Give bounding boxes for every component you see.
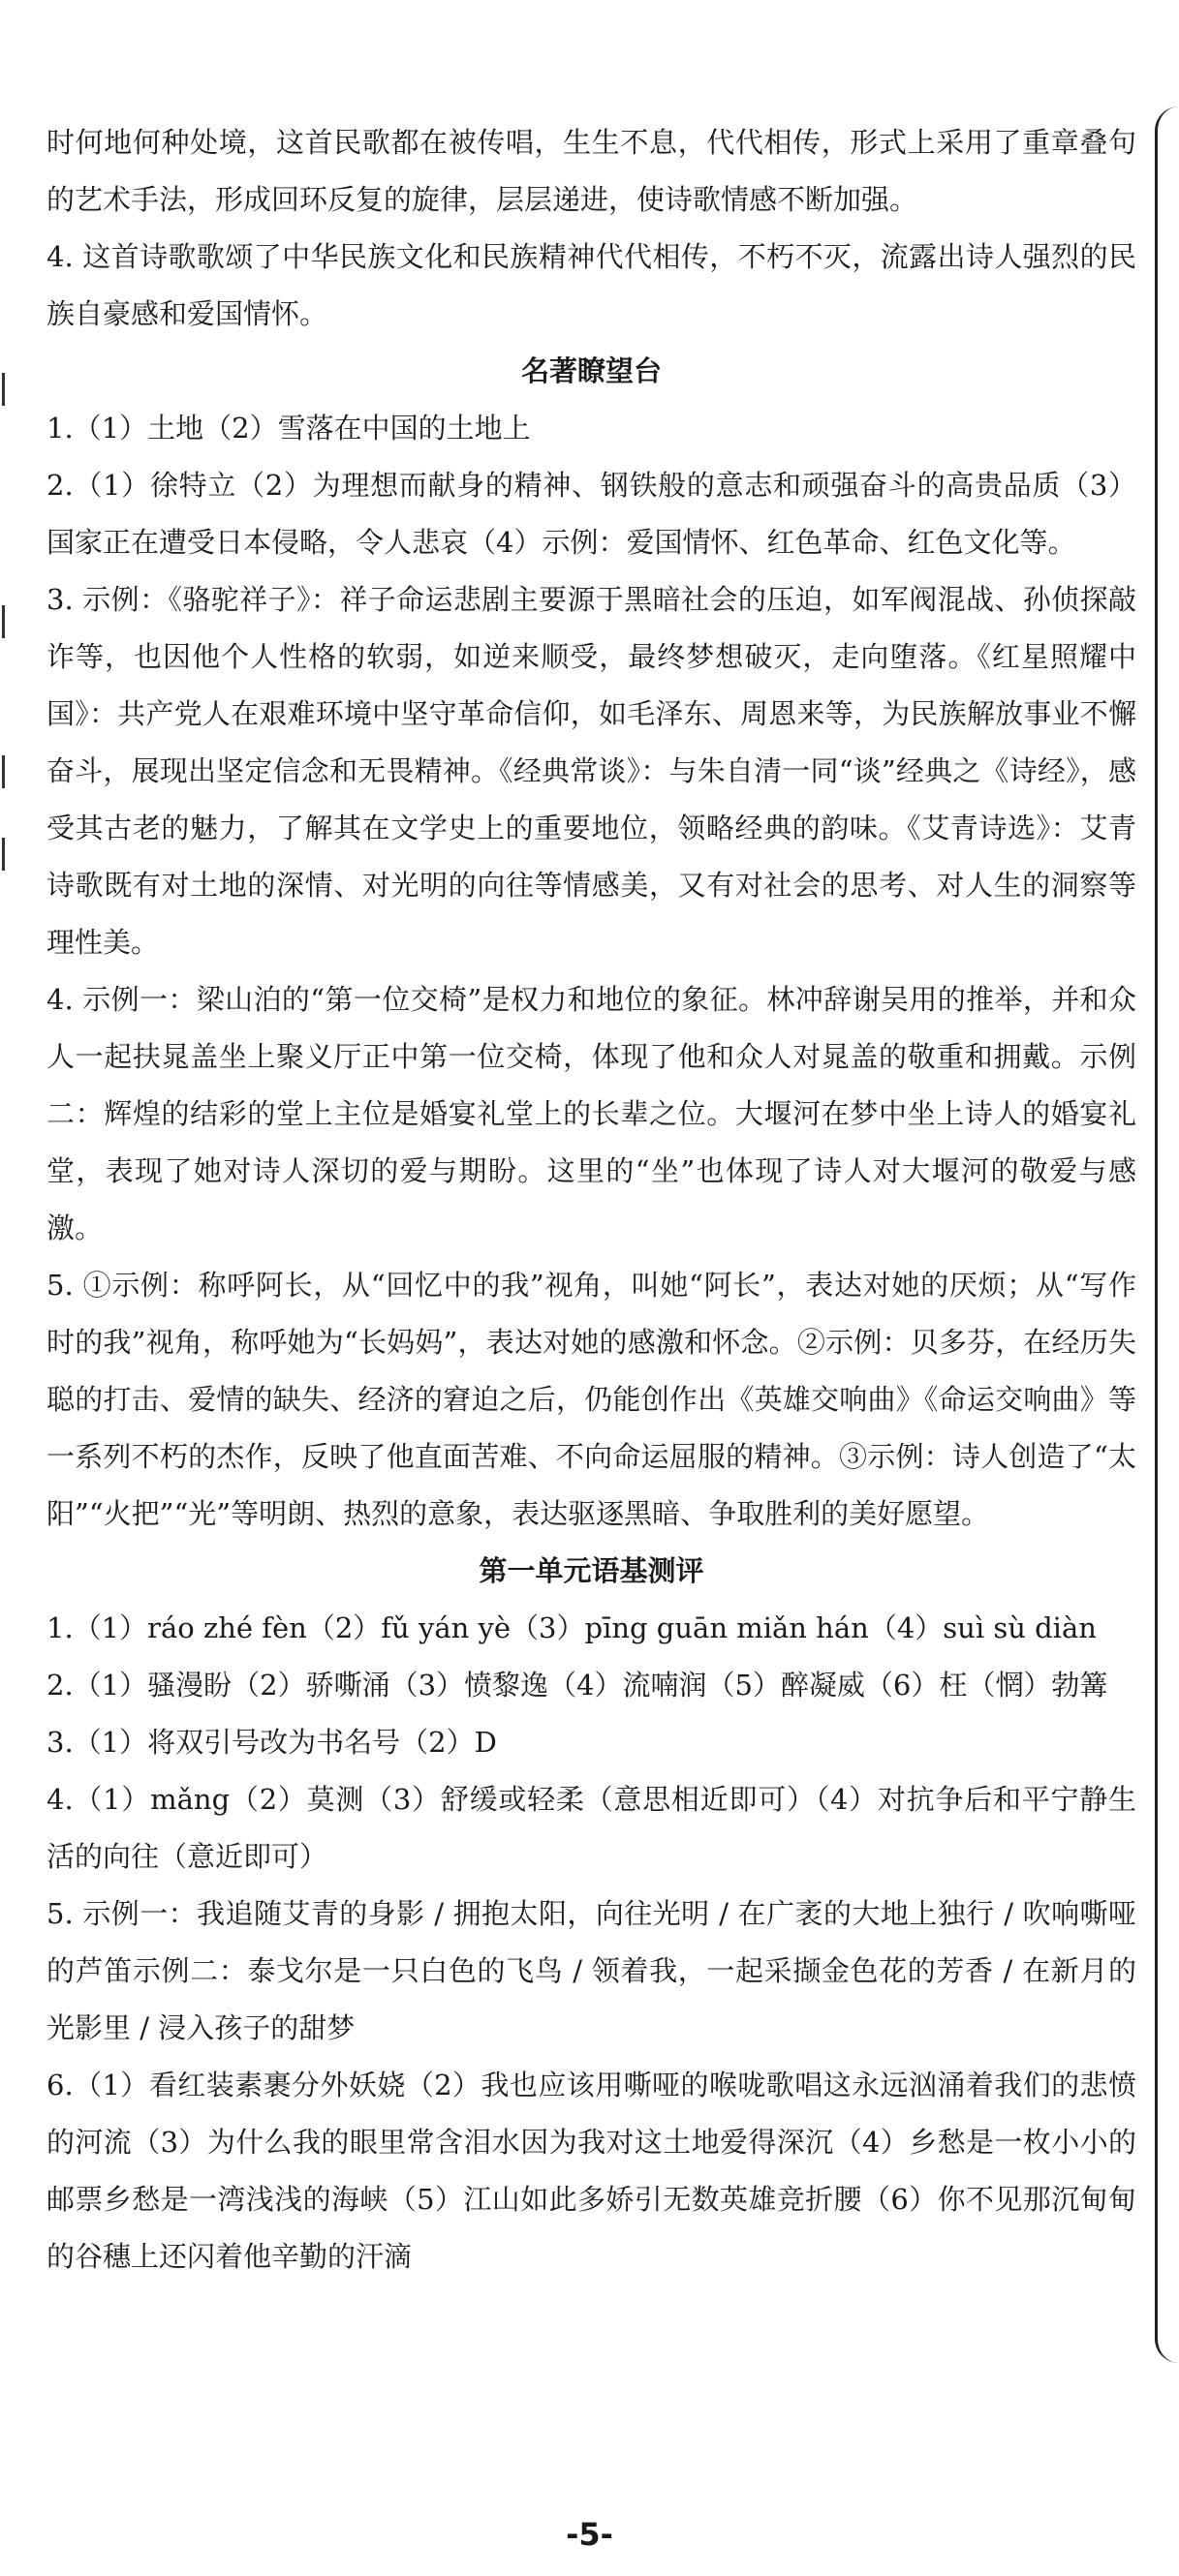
paragraph: 时何地何种处境，这首民歌都在被传唱，生生不息，代代相传，形式上采用了重章叠句的艺术手法，形成回环反复的旋律，层层递进，使诗歌情感不断加强。 [47,126,1136,216]
answer-item: 4.（1）mǎng（2）莫测（3）舒缓或轻柔（意思相近即可）（4）对抗争后和平宁静生活的向往（意近即可） [47,1783,1136,1873]
margin-mark [2,605,5,638]
section-title: 第一单元语基测评 [479,1554,704,1587]
margin-mark [2,755,5,788]
answer-item: 1.（1）ráo zhé fèn（2）fǔ yán yè（3）pīng guān miǎn hán（4）suì sù diàn [47,1611,1097,1644]
page-number: -5- [566,2516,613,2553]
document-body [47,114,1136,2285]
margin-mark [2,373,5,406]
answer-item: 4. 示例一：梁山泊的“第一位交椅”是权力和地位的象征。林冲辞谢吴用的推举，并和众人一起扶晁盖坐上聚义厅正中第一位交椅，体现了他和众人对晁盖的敬重和拥戴。示例二：辉煌的结彩的堂上主位是婚宴礼堂上的长辈之位。大堰河在梦中坐上诗人的婚宴礼堂，表现了她对诗人深切的爱与期盼。这里的“坐”也体现了诗人对大堰河的敬爱与感激。 [47,983,1136,1244]
paragraph: 4. 这首诗歌歌颂了中华民族文化和民族精神代代相传，不朽不灭，流露出诗人强烈的民族自豪感和爱国情怀。 [47,240,1136,330]
section-title: 名著瞭望台 [520,354,662,387]
margin-mark [2,838,5,871]
answer-item: 3. 示例：《骆驼祥子》：祥子命运悲剧主要源于黑暗社会的压迫，如军阀混战、孙侦探敲诈等，也因他个人性格的软弱，如逆来顺受，最终梦想破灭，走向堕落。《红星照耀中国》：共产党人在艰难环境中坚守革命信仰，如毛泽东、周恩来等，为民族解放事业不懈奋斗，展现出坚定信念和无畏精神。《经典常谈》：与朱自清一同“谈”经典之《诗经》，感受其古老的魅力，了解其在文学史上的重要地位，领略经典的韵味。《艾青诗选》：艾青诗歌既有对土地的深情、对光明的向往等情感美，又有对社会的思考、对人生的洞察等理性美。 [47,583,1136,959]
answer-item: 2.（1）骚漫盼（2）骄嘶涌（3）愤黎逸（4）流喃润（5）醉凝威（6）枉（惘）勃篝 [47,1669,1108,1702]
answer-item: 1.（1）土地（2）雪落在中国的土地上 [47,412,531,445]
answer-item: 2.（1）徐特立（2）为理想而献身的精神、钢铁般的意志和顽强奋斗的高贵品质（3）国家正在遭受日本侵略，令人悲哀（4）示例：爱国情怀、红色革命、红色文化等。 [47,469,1136,559]
binding-edge [1155,107,1179,2363]
answer-item: 5. 示例一：我追随艾青的身影 / 拥抱太阳，向往光明 / 在广袤的大地上独行 / 吹响嘶哑的芦笛示例二：泰戈尔是一只白色的飞鸟 / 领着我，一起采撷金色花的芳香 / 在新月的光影里 / 浸入孩子的甜梦 [47,1897,1136,2044]
answer-item: 3.（1）将双引号改为书名号（2）D [47,1726,497,1759]
answer-item: 6.（1）看红装素裹分外妖娆（2）我也应该用嘶哑的喉咙歌唱这永远汹涌着我们的悲愤的河流（3）为什么我的眼里常含泪水因为我对这土地爱得深沉（4）乡愁是一枚小小的邮票乡愁是一湾浅浅的海峡（5）江山如此多娇引无数英雄竞折腰（6）你不见那沉甸甸的谷穗上还闪着他辛勤的汗滴 [47,2069,1136,2273]
answer-item: 5. ①示例：称呼阿长，从“回忆中的我”视角，叫她“阿长”，表达对她的厌烦；从“写作时的我”视角，称呼她为“长妈妈”，表达对她的感激和怀念。②示例：贝多芬，在经历失聪的打击、爱情的缺失、经济的窘迫之后，仍能创作出《英雄交响曲》《命运交响曲》等一系列不朽的杰作，反映了他直面苦难、不向命运屈服的精神。③示例：诗人创造了“太阳”“火把”“光”等明朗、热烈的意象，表达驱逐黑暗、争取胜利的美好愿望。 [47,1269,1136,1530]
